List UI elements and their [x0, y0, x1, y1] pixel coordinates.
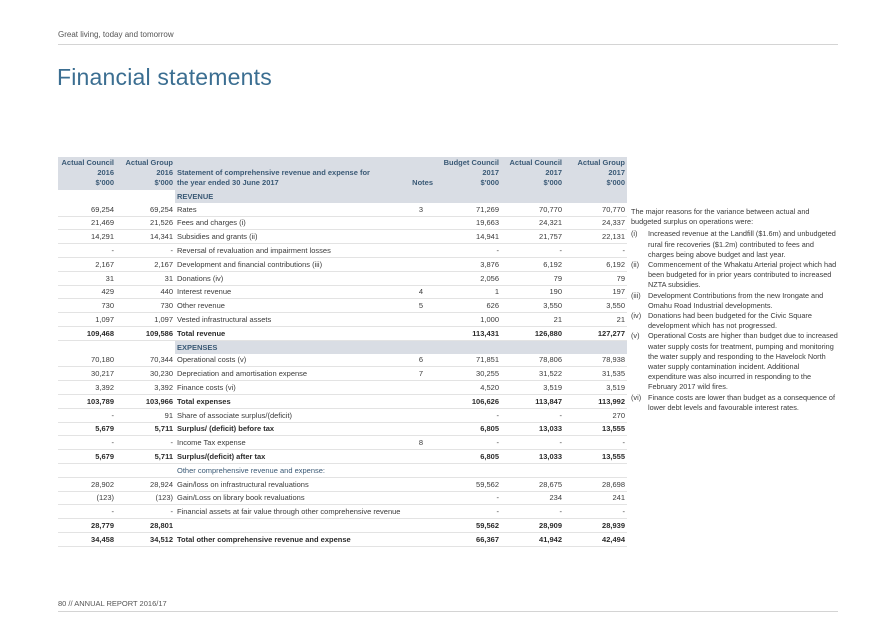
commentary-item-text: Commencement of the Whakatu Arterial project which had been budgeted for in prior years contributed to increased NZTA subsidies. [648, 260, 837, 290]
amount-cell: 28,924 [116, 477, 175, 491]
table-header-row [58, 157, 627, 190]
table-row [58, 477, 627, 491]
amount-cell: 79 [564, 271, 627, 285]
table-cell [407, 340, 435, 353]
amount-cell: 28,698 [564, 477, 627, 491]
amount-cell: 28,779 [58, 519, 116, 533]
amount-cell: 21 [564, 313, 627, 327]
amount-cell: 13,033 [501, 450, 564, 464]
amount-cell: 103,789 [58, 394, 116, 408]
amount-cell: 103,966 [116, 394, 175, 408]
amount-cell: - [435, 244, 501, 258]
amount-cell: - [501, 436, 564, 450]
amount-cell: 21,757 [501, 230, 564, 244]
table-cell [58, 340, 116, 353]
amount-cell: 24,337 [564, 216, 627, 230]
amount-cell: - [435, 436, 501, 450]
note-ref [407, 532, 435, 546]
commentary-item [631, 260, 839, 291]
amount-cell: 14,941 [435, 230, 501, 244]
table-cell [116, 340, 175, 353]
amount-cell: 197 [564, 285, 627, 299]
amount-cell: 626 [435, 299, 501, 313]
amount-cell: 3,519 [564, 381, 627, 395]
commentary-list [631, 229, 839, 413]
amount-cell: 31 [58, 271, 116, 285]
amount-cell: 22,131 [564, 230, 627, 244]
amount-cell: - [501, 505, 564, 519]
amount-cell: 3,550 [564, 299, 627, 313]
note-ref [407, 394, 435, 408]
line-item-label: Other revenue [175, 299, 407, 313]
note-ref [407, 491, 435, 505]
table-row [58, 257, 627, 271]
line-item-label: Reversal of revaluation and impairment losses [175, 244, 407, 258]
commentary-item-text: Increased revenue at the Landfill ($1.6m) and unbudgeted rural fire recoveries ($1.2m) contributed to fees and charges being above budget and last year. [648, 229, 836, 259]
financial-statement-table [58, 157, 627, 547]
amount-cell: - [564, 505, 627, 519]
amount-cell: 241 [564, 491, 627, 505]
column-header-line: 2017 [482, 168, 499, 177]
commentary-item-text: Donations had been budgeted for the Civic Square development which has not progressed. [648, 311, 812, 331]
section-header-row [58, 190, 627, 203]
commentary-item-number: (iii) [631, 290, 641, 300]
amount-cell: - [501, 408, 564, 422]
line-item-label: Subsidies and grants (ii) [175, 230, 407, 244]
column-header-line: 2016 [97, 168, 114, 177]
amount-cell: 78,938 [564, 354, 627, 367]
header-divider [58, 44, 838, 45]
commentary-item-number: (v) [631, 331, 640, 341]
amount-cell: 13,033 [501, 422, 564, 436]
amount-cell: - [58, 408, 116, 422]
table-row [58, 203, 627, 216]
amount-cell: 5,679 [58, 450, 116, 464]
page-tagline: Great living, today and tomorrow [58, 30, 174, 39]
line-item-label: Donations (iv) [175, 271, 407, 285]
amount-cell [435, 463, 501, 477]
amount-cell: 42,494 [564, 532, 627, 546]
page-footer: 80 // ANNUAL REPORT 2016/17 [58, 599, 167, 608]
amount-cell: 113,992 [564, 394, 627, 408]
amount-cell: 31,535 [564, 367, 627, 381]
amount-cell: 126,880 [501, 326, 564, 340]
amount-cell: 19,663 [435, 216, 501, 230]
table-row [58, 216, 627, 230]
amount-cell: 4,520 [435, 381, 501, 395]
total-row [58, 326, 627, 340]
amount-cell: 5,711 [116, 450, 175, 464]
column-header-line: $'000 [543, 178, 562, 187]
note-ref [407, 505, 435, 519]
amount-cell: 106,626 [435, 394, 501, 408]
amount-cell: 30,255 [435, 367, 501, 381]
note-ref [407, 408, 435, 422]
amount-cell: 31 [116, 271, 175, 285]
amount-cell: 6,192 [501, 257, 564, 271]
column-header-line: the year ended 30 June 2017 [177, 178, 279, 187]
line-item-label: Depreciation and amortisation expense [175, 367, 407, 381]
column-header-line: Statement of comprehensive revenue and expense for [177, 168, 370, 177]
commentary-item-text: Operational Costs are higher than budget due to increased water supply costs for treatment, pumping and monitoring the water supply and responding to the Havelock North water supply contamination incident. Additional expenditure was also incurred in responding to the February 2017 wild fires. [648, 331, 838, 392]
total-row [58, 519, 627, 533]
note-ref: 7 [407, 367, 435, 381]
note-ref [407, 477, 435, 491]
amount-cell: (123) [58, 491, 116, 505]
table-row [58, 271, 627, 285]
note-ref [407, 271, 435, 285]
line-item-label: Interest revenue [175, 285, 407, 299]
note-ref: 4 [407, 285, 435, 299]
amount-cell: 70,770 [564, 203, 627, 216]
amount-cell: 2,167 [58, 257, 116, 271]
amount-cell: - [435, 505, 501, 519]
column-header [175, 157, 407, 190]
column-header-line: $'000 [95, 178, 114, 187]
amount-cell: 21,526 [116, 216, 175, 230]
amount-cell: 59,562 [435, 477, 501, 491]
commentary-item-text: Finance costs are lower than budget as a consequence of lower debt levels and favourable interest rates. [648, 392, 836, 412]
note-ref: 5 [407, 299, 435, 313]
amount-cell: - [435, 408, 501, 422]
amount-cell: 24,321 [501, 216, 564, 230]
amount-cell: 2,056 [435, 271, 501, 285]
amount-cell: 70,180 [58, 354, 116, 367]
column-header-line: Budget Council [443, 158, 499, 167]
amount-cell: - [564, 436, 627, 450]
commentary-item [631, 393, 839, 413]
commentary-item-number: (i) [631, 229, 638, 239]
table-row [58, 381, 627, 395]
amount-cell: 31,522 [501, 367, 564, 381]
amount-cell: 41,942 [501, 532, 564, 546]
amount-cell: 69,254 [116, 203, 175, 216]
note-ref [407, 519, 435, 533]
commentary-item [631, 291, 839, 311]
amount-cell: (123) [116, 491, 175, 505]
commentary-item-number: (ii) [631, 260, 640, 270]
line-item-label: Surplus/(deficit) after tax [175, 450, 407, 464]
amount-cell: - [116, 244, 175, 258]
note-ref [407, 326, 435, 340]
amount-cell: 1,097 [116, 313, 175, 327]
note-ref [407, 463, 435, 477]
column-header-line: Actual Council [509, 158, 562, 167]
amount-cell: 1,000 [435, 313, 501, 327]
note-ref [407, 230, 435, 244]
amount-cell: 30,230 [116, 367, 175, 381]
line-item-label: Rates [175, 203, 407, 216]
amount-cell: 730 [58, 299, 116, 313]
amount-cell: 14,291 [58, 230, 116, 244]
column-header [501, 157, 564, 190]
amount-cell: 730 [116, 299, 175, 313]
amount-cell: 13,555 [564, 422, 627, 436]
note-ref [407, 216, 435, 230]
table-cell [564, 340, 627, 353]
note-ref [407, 313, 435, 327]
amount-cell: 21 [501, 313, 564, 327]
total-row [58, 532, 627, 546]
table-row [58, 408, 627, 422]
footer-divider [58, 611, 838, 612]
amount-cell: 270 [564, 408, 627, 422]
column-header [116, 157, 175, 190]
line-item-label: Surplus/ (deficit) before tax [175, 422, 407, 436]
commentary-item-number: (iv) [631, 311, 642, 321]
line-item-label: Financial assets at fair value through other comprehensive revenue [175, 505, 407, 519]
column-header-line: $'000 [154, 178, 173, 187]
amount-cell: - [116, 505, 175, 519]
amount-cell: 2,167 [116, 257, 175, 271]
note-ref: 3 [407, 203, 435, 216]
column-header [407, 157, 435, 190]
column-header-line: $'000 [480, 178, 499, 187]
amount-cell: - [564, 244, 627, 258]
amount-cell: 3,392 [116, 381, 175, 395]
amount-cell: 1 [435, 285, 501, 299]
line-item-label: Total expenses [175, 394, 407, 408]
amount-cell: 28,909 [501, 519, 564, 533]
column-header [58, 157, 116, 190]
column-header-line: 2016 [156, 168, 173, 177]
note-ref: 8 [407, 436, 435, 450]
amount-cell: - [58, 436, 116, 450]
table-cell [564, 190, 627, 203]
amount-cell: 28,939 [564, 519, 627, 533]
note-ref [407, 422, 435, 436]
amount-cell: 440 [116, 285, 175, 299]
amount-cell: 66,367 [435, 532, 501, 546]
amount-cell: 3,519 [501, 381, 564, 395]
line-item-label: Other comprehensive revenue and expense: [175, 463, 407, 477]
line-item-label: Share of associate surplus/(deficit) [175, 408, 407, 422]
table-row [58, 299, 627, 313]
table-cell [435, 190, 501, 203]
table-row [58, 367, 627, 381]
amount-cell: 34,458 [58, 532, 116, 546]
commentary-item [631, 331, 839, 392]
amount-cell: 1,097 [58, 313, 116, 327]
amount-cell: 127,277 [564, 326, 627, 340]
amount-cell: 70,344 [116, 354, 175, 367]
amount-cell: 28,801 [116, 519, 175, 533]
table-row [58, 313, 627, 327]
amount-cell: 190 [501, 285, 564, 299]
table-cell [407, 190, 435, 203]
line-item-label: Operational costs (v) [175, 354, 407, 367]
section-label: EXPENSES [175, 340, 407, 353]
line-item-label: Gain/loss on infrastructural revaluations [175, 477, 407, 491]
amount-cell: 28,675 [501, 477, 564, 491]
page-title: Financial statements [57, 64, 272, 90]
amount-cell [116, 463, 175, 477]
section-header-row [58, 340, 627, 353]
variance-commentary [631, 207, 839, 413]
column-header-line: Actual Council [61, 158, 114, 167]
table-cell [501, 340, 564, 353]
total-row [58, 450, 627, 464]
line-item-label [175, 519, 407, 533]
line-item-label: Finance costs (vi) [175, 381, 407, 395]
line-item-label: Income Tax expense [175, 436, 407, 450]
amount-cell: 113,431 [435, 326, 501, 340]
amount-cell: 3,550 [501, 299, 564, 313]
amount-cell: - [116, 436, 175, 450]
amount-cell: 28,902 [58, 477, 116, 491]
table-cell [116, 190, 175, 203]
amount-cell: 6,805 [435, 422, 501, 436]
amount-cell: 14,341 [116, 230, 175, 244]
table-cell [501, 190, 564, 203]
column-header-line: Notes [412, 178, 433, 187]
amount-cell: 30,217 [58, 367, 116, 381]
amount-cell: 429 [58, 285, 116, 299]
table-row [58, 463, 627, 477]
amount-cell: - [58, 505, 116, 519]
amount-cell: 109,468 [58, 326, 116, 340]
column-header-line: Actual Group [125, 158, 173, 167]
line-item-label: Vested infrastructural assets [175, 313, 407, 327]
amount-cell [501, 463, 564, 477]
table-row [58, 244, 627, 258]
table-row [58, 436, 627, 450]
amount-cell: - [58, 244, 116, 258]
amount-cell [564, 463, 627, 477]
amount-cell: 79 [501, 271, 564, 285]
total-row [58, 394, 627, 408]
commentary-item [631, 311, 839, 331]
commentary-item-text: Development Contributions from the new Irongate and Omahu Road Industrial developments. [648, 290, 824, 310]
commentary-intro: The major reasons for the variance between actual and budgeted surplus on operations were: [631, 207, 810, 227]
line-item-label: Development and financial contributions (iii) [175, 257, 407, 271]
note-ref: 6 [407, 354, 435, 367]
amount-cell: 71,269 [435, 203, 501, 216]
amount-cell: 3,876 [435, 257, 501, 271]
column-header [564, 157, 627, 190]
note-ref [407, 257, 435, 271]
amount-cell: 69,254 [58, 203, 116, 216]
table-cell [58, 190, 116, 203]
amount-cell: 70,770 [501, 203, 564, 216]
table-cell [435, 340, 501, 353]
line-item-label: Total revenue [175, 326, 407, 340]
amount-cell: 109,586 [116, 326, 175, 340]
amount-cell: 5,679 [58, 422, 116, 436]
table-row [58, 491, 627, 505]
note-ref [407, 244, 435, 258]
table-row [58, 505, 627, 519]
column-header [435, 157, 501, 190]
commentary-item-number: (vi) [631, 392, 642, 402]
amount-cell: 5,711 [116, 422, 175, 436]
amount-cell: 34,512 [116, 532, 175, 546]
amount-cell: 78,806 [501, 354, 564, 367]
amount-cell: 6,192 [564, 257, 627, 271]
line-item-label: Total other comprehensive revenue and expense [175, 532, 407, 546]
amount-cell: 71,851 [435, 354, 501, 367]
amount-cell [58, 463, 116, 477]
line-item-label: Gain/Loss on library book revaluations [175, 491, 407, 505]
note-ref [407, 381, 435, 395]
amount-cell: 6,805 [435, 450, 501, 464]
column-header-line: $'000 [606, 178, 625, 187]
note-ref [407, 450, 435, 464]
total-row [58, 422, 627, 436]
amount-cell: 91 [116, 408, 175, 422]
amount-cell: 234 [501, 491, 564, 505]
section-label: REVENUE [175, 190, 407, 203]
amount-cell: 13,555 [564, 450, 627, 464]
column-header-line: Actual Group [577, 158, 625, 167]
table-row [58, 230, 627, 244]
line-item-label: Fees and charges (i) [175, 216, 407, 230]
amount-cell: 3,392 [58, 381, 116, 395]
amount-cell: 21,469 [58, 216, 116, 230]
column-header-line: 2017 [608, 168, 625, 177]
amount-cell: - [435, 491, 501, 505]
table-row [58, 285, 627, 299]
column-header-line: 2017 [545, 168, 562, 177]
table-row [58, 354, 627, 367]
amount-cell: 59,562 [435, 519, 501, 533]
amount-cell: 113,847 [501, 394, 564, 408]
commentary-item [631, 229, 839, 260]
amount-cell: - [501, 244, 564, 258]
